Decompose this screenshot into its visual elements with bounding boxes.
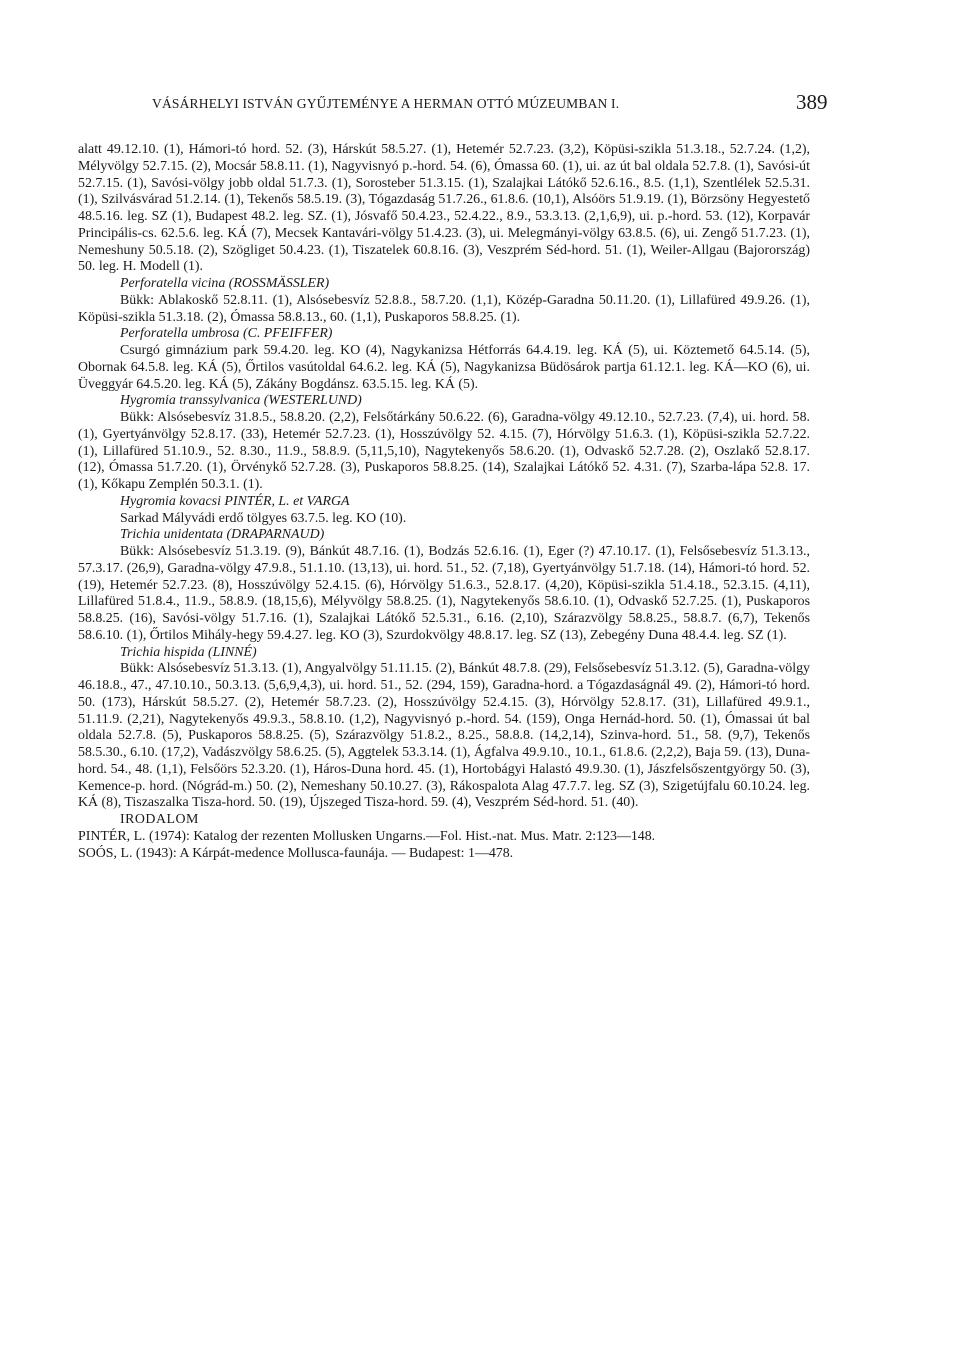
locality-list: Sarkad Mályvádi erdő tölgyes 63.7.5. leg. KO (10). xyxy=(120,510,407,526)
species-heading: Hygromia kovacsi PINTÉR, L. et VARGA xyxy=(120,493,350,509)
locality-list: Bükk: Alsósebesvíz 31.8.5., 58.8.20. (2,2), Felsőtárkány 50.6.22. (6), Garadna-völgy 49.12.10., 52.7.23. (7,4), ui. hord. 58. (1), Gyertyánvölgy 52.8.17. (33), Hetemér 52.7.23. (1), Hosszúvölgy 52. 4.15. (7), Hórvölgy 51.6.3. (1), Köpüsi-szikla 52.7.22. (1), Lillafüred 51.10.9., 52. 8.30., 11.9., 58.8.9. (5,11,5,10), Nagytekenyős 58.6.20. (1), Odvaskő 52.7.28. (2), Oszlakő 52.8.17. (12), Ómassa 51.7.20. (1), Örvénykő 52.7.28. (3), Puskaporos 58.8.25. (14), Szalajkai Látókő 52. 4.31. (7), Szarba-lápa 52.8. 17. (1), Kőkapu Zemplén 50.3.1. (1). xyxy=(78,410,810,492)
locality-list: Csurgó gimnázium park 59.4.20. leg. KO (4), Nagykanizsa Hétforrás 64.4.19. leg. KÁ (5), ui. Köztemető 64.5.14. (5), Obornak 64.5.8. leg. KÁ (5), Őrtilos vasútoldal 64.6.2. leg. KÁ (5), Nagykanizsa Büdösárok partja 61.12.1. leg. KÁ—KO (6), ui. Üveggyár 64.5.20. leg. KÁ (5), Zákány Bogdánsz. 63.5.15. leg. KÁ (5). xyxy=(78,343,810,392)
paragraph-continuation: alatt 49.12.10. (1), Hámori-tó hord. 52. (3), Hárskút 58.5.27. (1), Hetemér 52.7.23. (3,2), Köpüsi-szikla 51.3.18., 52.7.24. (1,2), Mélyvölgy 52.7.15. (2), Mocsár 58.8.11. (1), Nagyvisnyó p.-hord. 54. (6), Ómassa 60. (1), ui. az út bal oldala 52.7.8. (1), Savósi-út 52.7.15. (1), Savósi-völgy jobb oldal 51.7.3. (1), Sorosteber 51.3.15. (1), Szalajkai Látókő 52.6.16., 8.5. (1,1), Szentlélek 52.5.31. (1), Szilvásvárad 51.2.14. (1), Tekenős 58.5.19. (3), Tógazdaság 51.7.26., 61.8.6. (10,1), Alsóörs 51.9.19. (1), Börzsöny Hegyestető 48.5.16. leg. SZ (1), Budapest 48.2. leg. SZ. (1), Jósvafő 50.4.23., 52.4.22., 8.9., 53.3.13. (2,1,6,9), ui. p.-hord. 53. (12), Korpavár Principális-cs. 62.5.6. leg. KÁ (7), Mecsek Kantavári-völgy 51.4.23. (3), ui. Melegmányi-völgy 63.8.5. (6), ui. Zengő 51.7.23. (1), Nemeshuny 50.5.18. (2), Szögliget 50.4.23. (1), Tiszatelek 60.8.16. (3), Veszprém Séd-hord. 51. (1), Weiler-Allgau (Bajorország) 50. leg. H. Modell (1). xyxy=(78,142,810,275)
reference-entry: SOÓS, L. (1943): A Kárpát-medence Mollusca-faunája. — Budapest: 1—478. xyxy=(78,845,514,861)
species-heading: Trichia hispida (LINNÉ) xyxy=(120,644,257,660)
species-heading: Trichia unidentata (DRAPARNAUD) xyxy=(120,527,325,543)
body-text xyxy=(78,142,810,862)
locality-list: Bükk: Alsósebesvíz 51.3.13. (1), Angyalvölgy 51.11.15. (2), Bánkút 48.7.8. (29), Felsősebesvíz 51.3.12. (5), Garadna-völgy 46.18.8., 47., 47.10.10., 50.3.13. (5,6,9,4,3), ui. hord. 51., 52. (294, 159), Garadna-hord. a Tógazdaságnál 49. (2), Hámori-tó hord. 50. (173), Hárskút 58.5.27. (2), Hetemér 58.7.23. (2), Hosszúvölgy 52.4.15. (3), Hórvölgy 52.8.17. (31), Lillafüred 49.9.1., 51.11.9. (2,21), Nagytekenyős 49.9.3., 58.8.10. (1,2), Nagyvisnyó p.-hord. 54. (159), Onga Hernád-hord. 50. (1), Ómassai út bal oldala 52.7.8. (5), Puskaporos 58.8.25. (5), Szárazvölgy 51.8.2., 8.25., 58.8.8. (14,2,14), Szinva-hord. 51., 58. (9,7), Tekenős 58.5.30., 6.10. (17,2), Vadászvölgy 58.6.25. (5), Aggtelek 53.3.14. (1), Ágfalva 49.9.10., 10.1., 61.8.6. (2,2,2), Baja 59. (13), Duna-hord. 54., 48. (1,1), Felsőörs 52.3.20. (1), Háros-Duna hord. 45. (1), Hortobágyi Halastó 49.9.30. (1), Jászfelsőszentgyörgy 50. (3), Kemence-p. hord. (Nógrád-m.) 50. (2), Nemeshany 50.10.27. (3), Rákospalota Alag 47.7.7. leg. SZ (3), Szigetújfalu 60.10.24. leg. KÁ (8), Tiszaszalka Tisza-hord. 50. (19), Újszeged Tisza-hord. 59. (4), Veszprém Séd-hord. 51. (40). xyxy=(78,661,810,811)
references-heading: IRODALOM xyxy=(120,812,199,827)
species-heading: Perforatella vicina (ROSSMÄSSLER) xyxy=(120,276,330,291)
reference-entry: PINTÉR, L. (1974): Katalog der rezenten Mollusken Ungarns.—Fol. Hist.-nat. Mus. Matr. 2:123—148. xyxy=(78,828,656,844)
locality-list: Bükk: Alsósebesvíz 51.3.19. (9), Bánkút 48.7.16. (1), Bodzás 52.6.16. (1), Eger (?) 47.10.17. (1), Felsősebesvíz 51.3.13., 57.3.17. (26,9), Garadna-völgy 47.9.8., 51.1.10. (13,13), ui. hord. 51., 52. (7,18), Gyertyánvölgy 51.7.18. (14), Hámori-tó hord. 52. (19), Hetemér 52.7.23. (8), Hosszúvölgy 52.4.15. (6), Hórvölgy 51.6.3., 52.8.17. (4,20), Köpüsi-szikla 51.4.18., 52.3.15. (4,11), Lillafüred 51.8.4., 11.9., 58.8.9. (18,15,6), Mélyvölgy 58.8.25. (1), Nagytekenyős 58.6.10. (1), Odvaskő 52.7.25. (1), Puskaporos 58.8.25. (16), Savósi-völgy 51.7.16. (1), Szalajkai Látókő 52.5.31., 6.16. (2,10), Szárazvölgy 58.8.25., 58.8.7. (6,7), Tekenős 58.6.10. (1), Őrtilos Mihály-hegy 59.4.27. leg. KO (3), Szurdokvölgy 48.8.17. leg. SZ (13), Zebegény Duna 48.4.4. leg. SZ (1). xyxy=(78,544,810,643)
species-heading: Hygromia transsylvanica (WESTERLUND) xyxy=(120,393,362,409)
species-heading: Perforatella umbrosa (C. PFEIFFER) xyxy=(120,326,333,342)
page-number: 389 xyxy=(796,90,828,114)
running-title: VÁSÁRHELYI ISTVÁN GYŰJTEMÉNYE A HERMAN OTTÓ MÚZEUMBAN I. xyxy=(152,96,620,111)
locality-list: Bükk: Ablakoskő 52.8.11. (1), Alsósebesvíz 52.8.8., 58.7.20. (1,1), Közép-Garadna 50.11.20. (1), Lillafüred 49.9.26. (1), Köpüsi-szikla 51.3.18. (2), Ómassa 58.8.13., 60. (1,1), Puskaporos 58.8.25. (1). xyxy=(78,292,810,325)
